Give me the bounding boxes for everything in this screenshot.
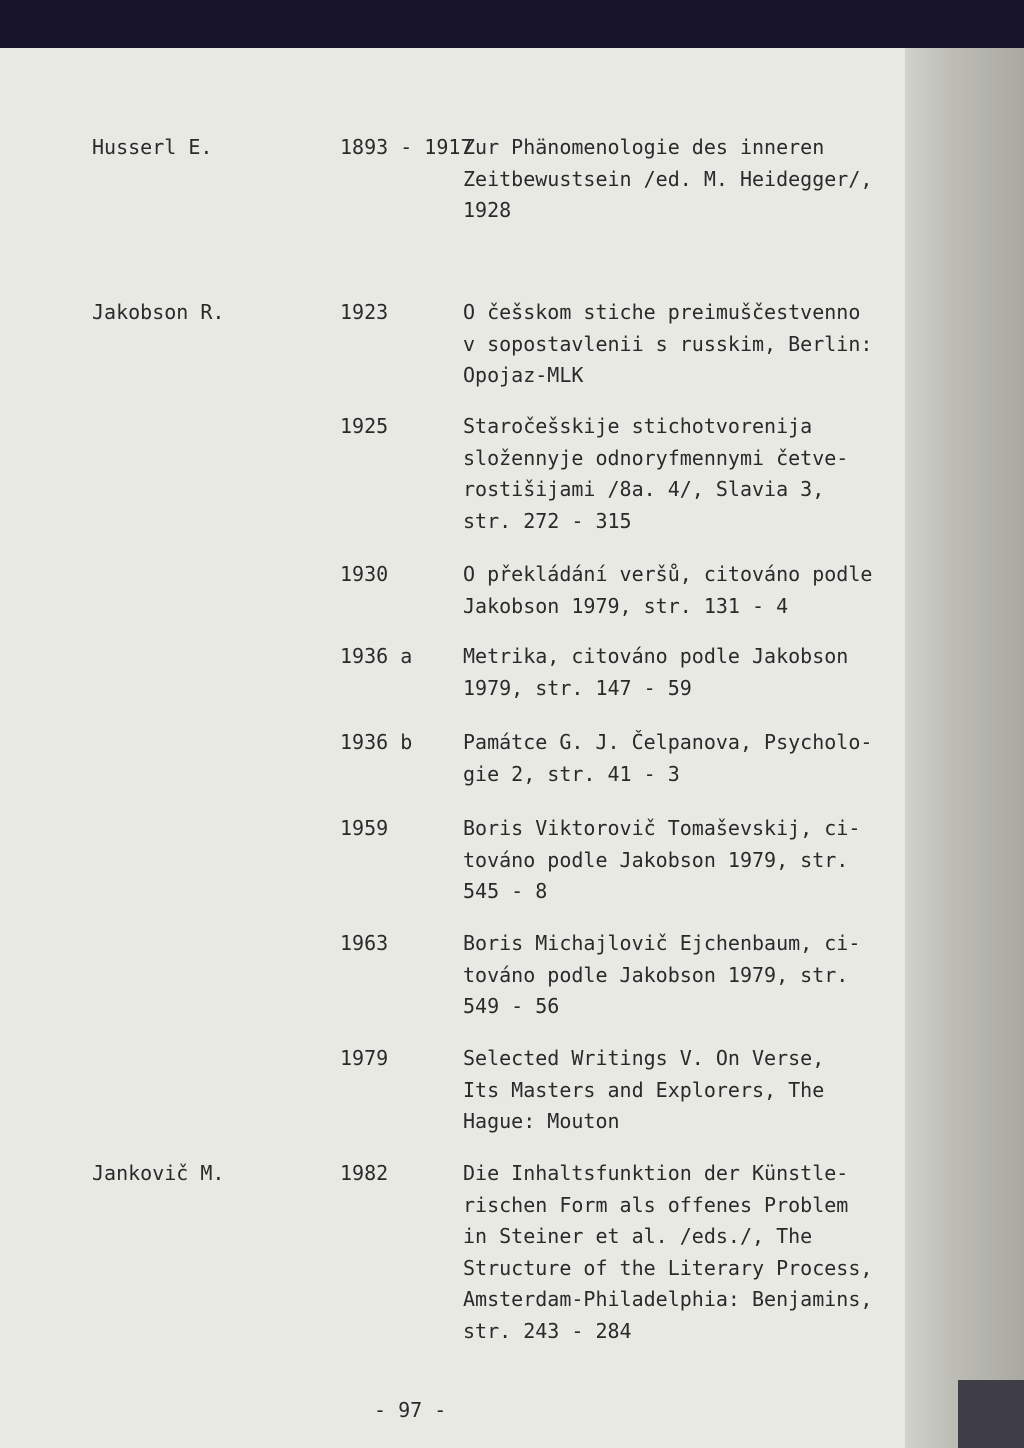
entry-title-line: O češskom stiche preimuščestvenno (463, 300, 861, 324)
entry-year: 1979 (340, 1046, 389, 1070)
entry-year: 1925 (340, 414, 389, 438)
entry-title-line: 1979, str. 147 - 59 (463, 675, 692, 700)
entry-author: Jakobson R. (92, 300, 225, 324)
entry-title-line: rischen Form als offenes Problem (463, 1192, 849, 1217)
scan-right-margin (905, 48, 1024, 1448)
entry-title-line: Zur Phänomenologie des inneren (463, 135, 825, 159)
entry-title-line: Selected Writings V. On Verse, (463, 1046, 825, 1070)
entry-title-line: továno podle Jakobson 1979, str. (463, 847, 849, 872)
entry-year: 1963 (340, 931, 389, 955)
entry-title (463, 1158, 893, 1347)
entry-title-line: Boris Michajlovič Ejchenbaum, ci- (463, 931, 861, 955)
entry-author: Jankovič M. (92, 1161, 225, 1185)
document-page (0, 48, 905, 1448)
entry-year: 1959 (340, 816, 389, 840)
entry-title (463, 727, 893, 790)
entry-title (463, 928, 893, 1023)
entry-title (463, 1043, 893, 1138)
entry-title-line: Boris Viktorovič Tomaševskij, ci- (463, 816, 861, 840)
entry-year: 1936 b (340, 730, 413, 754)
entry-title (463, 641, 893, 704)
entry-title-line: Amsterdam-Philadelphia: Benjamins, (463, 1287, 873, 1311)
scan-corner-shadow (958, 1380, 1024, 1448)
entry-year: 1936 a (340, 644, 413, 668)
entry-title-line: Jakobson 1979, str. 131 - 4 (463, 593, 789, 618)
entry-title-line: str. 243 - 284 (463, 1318, 632, 1343)
scan-top-border (0, 0, 1024, 48)
entry-title-line: Staročešskije stichotvorenija (463, 414, 813, 438)
entry-title-line: Zeitbewustsein /ed. M. Heidegger/, (463, 166, 873, 191)
entry-title-line: 545 - 8 (463, 879, 548, 903)
entry-year: 1930 (340, 562, 389, 586)
entry-title (463, 132, 893, 227)
entry-title-line: 1928 (463, 198, 512, 222)
entry-author: Husserl E. (92, 135, 213, 159)
entry-title-line: in Steiner et al. /eds./, The (463, 1224, 813, 1248)
entry-title-line: rostišijami /8a. 4/, Slavia 3, (463, 477, 825, 501)
entry-title-line: Die Inhaltsfunktion der Künstle- (463, 1161, 849, 1185)
entry-title-line: Opojaz-MLK (463, 363, 584, 387)
entry-title-line: gie 2, str. 41 - 3 (463, 761, 680, 786)
entry-year: 1893 - 1917 (340, 135, 473, 159)
entry-title (463, 813, 893, 908)
entry-title-line: Structure of the Literary Process, (463, 1255, 873, 1280)
entry-title-line: továno podle Jakobson 1979, str. (463, 962, 849, 987)
entry-title (463, 297, 893, 392)
entry-title-line: Památce G. J. Čelpanova, Psycholo- (463, 730, 873, 754)
entry-title-line: Metrika, citováno podle Jakobson (463, 644, 849, 668)
entry-title-line: Hague: Mouton (463, 1109, 620, 1133)
entry-title (463, 411, 893, 537)
entry-title-line: v sopostavlenii s russkim, Berlin: (463, 331, 873, 356)
entry-year: 1982 (340, 1161, 389, 1185)
entry-title-line: O překládání veršů, citováno podle (463, 562, 873, 586)
entry-year: 1923 (340, 300, 389, 324)
entry-title (463, 559, 893, 622)
page-number: - 97 - (374, 1398, 447, 1422)
entry-title-line: str. 272 - 315 (463, 508, 632, 533)
entry-title-line: složennyje odnoryfmennymi četve- (463, 445, 849, 470)
entry-title-line: Its Masters and Explorers, The (463, 1077, 825, 1102)
entry-title-line: 549 - 56 (463, 994, 560, 1018)
